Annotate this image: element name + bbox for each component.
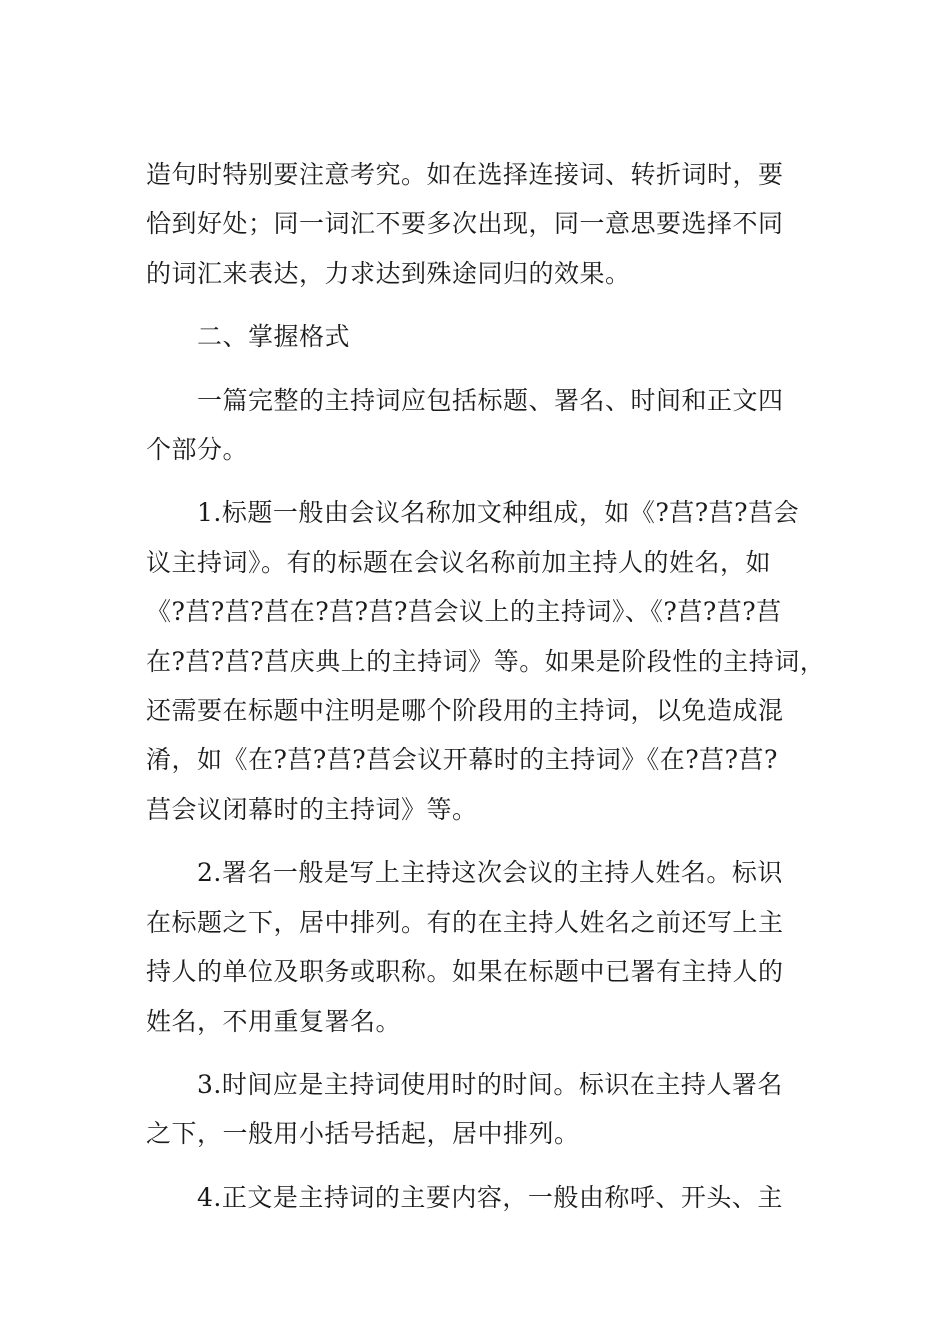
text-line: 莒会议闭幕时的主持词》等。 — [146, 794, 478, 824]
paragraph-word-choice — [146, 150, 808, 298]
text-line: 3.时间应是主持词使用时的时间。标识在主持人署名 — [197, 1069, 783, 1099]
section-heading — [146, 312, 808, 361]
text-line: 个部分。 — [146, 435, 249, 465]
text-line: 恰到好处；同一词汇不要多次出现，同一意思要选择不同 — [146, 209, 784, 239]
paragraph-item-signature — [146, 848, 808, 1046]
text-line: 造句时特别要注意考究。如在选择连接词、转折词时，要 — [146, 160, 784, 189]
text-line: 还需要在标题中注明是哪个阶段用的主持词，以免造成混 — [146, 696, 784, 726]
text-line: 4.正文是主持词的主要内容，一般由称呼、开头、主 — [197, 1182, 783, 1212]
text-line: 在标题之下，居中排列。有的在主持人姓名之前还写上主 — [146, 907, 784, 937]
text-line: 一篇完整的主持词应包括标题、署名、时间和正文四 — [197, 385, 784, 415]
text-line: 2.署名一般是写上主持这次会议的主持人姓名。标识 — [197, 858, 783, 888]
text-line: 之下，一般用小括号括起，居中排列。 — [146, 1119, 580, 1149]
text-line: 《?莒?莒?莒在?莒?莒?莒会议上的主持词》、《?莒?莒?莒 — [146, 597, 782, 627]
paragraph-item-body — [146, 1173, 808, 1222]
paragraph-intro — [146, 376, 808, 475]
text-line: 淆，如《在?莒?莒?莒会议开幕时的主持词》《在?莒?莒? — [146, 745, 778, 775]
text-line: 1.标题一般由会议名称加文种组成，如《?莒?莒?莒会 — [197, 498, 800, 528]
text-line: 姓名，不用重复署名。 — [146, 1006, 402, 1036]
text-line: 持人的单位及职务或职称。如果在标题中已署有主持人的 — [146, 957, 784, 987]
text-line: 的词汇来表达，力求达到殊途同归的效果。 — [146, 258, 631, 288]
document-page — [146, 150, 826, 1222]
paragraph-item-title — [146, 488, 826, 834]
heading-line: 二、掌握格式 — [197, 322, 351, 352]
text-line: 议主持词》。有的标题在会议名称前加主持人的姓名，如 — [146, 547, 772, 577]
paragraph-item-time — [146, 1060, 808, 1159]
text-line: 在?莒?莒?莒庆典上的主持词》等。如果是阶段性的主持词， — [146, 646, 826, 676]
